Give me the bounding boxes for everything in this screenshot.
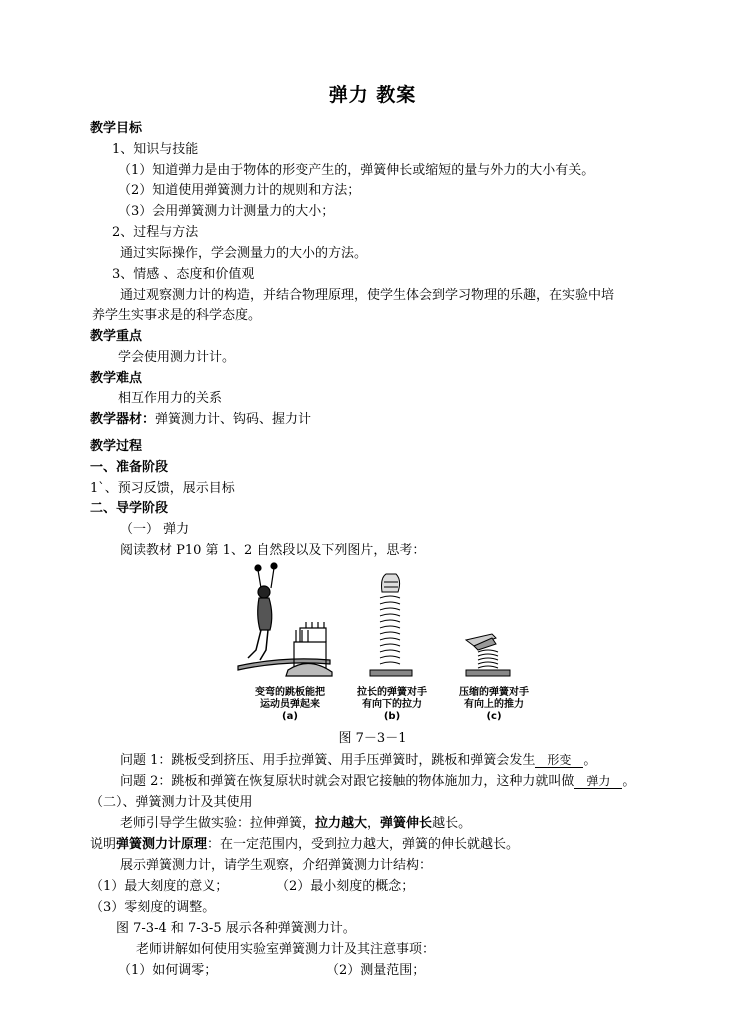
key-point-heading: 教学重点 bbox=[90, 329, 143, 344]
part-1-title: （一） 弹力 bbox=[120, 522, 190, 537]
compressed-spring-drawing bbox=[466, 634, 510, 676]
question-1-end: 。 bbox=[583, 753, 597, 768]
question-2-end: 。 bbox=[622, 774, 636, 789]
stage-1-item: 1`、预习反馈，展示目标 bbox=[90, 481, 235, 496]
caption-b-line-1: 拉长的弹簧对手 bbox=[357, 687, 427, 698]
objective-section-2-title: 2、过程与方法 bbox=[112, 225, 199, 240]
caption-a-line-1: 变弯的跳板能把 bbox=[255, 687, 325, 698]
question-2-answer: 弹力 bbox=[574, 774, 622, 789]
caption-a-label: (a) bbox=[282, 711, 298, 722]
equipment-text: 弹簧测力计、钩码、握力计 bbox=[155, 412, 312, 427]
question-1 bbox=[120, 752, 596, 770]
principle-prefix: 说明 bbox=[90, 837, 117, 852]
principle-text: ：在一定范围内，受到拉力越大，弹簧的伸长就越长。 bbox=[207, 837, 520, 852]
equipment-line bbox=[90, 411, 311, 429]
experiment-text: 老师引导学生做实验：拉伸弹簧， bbox=[120, 816, 316, 831]
key-point-text: 学会使用测力计计。 bbox=[118, 350, 236, 365]
equipment-heading: 教学器材： bbox=[90, 412, 156, 427]
experiment-comma: ， bbox=[367, 816, 381, 831]
explain-line: 老师讲解如何使用实验室弹簧测力计及其注意事项： bbox=[136, 942, 436, 957]
objective-section-1-title: 1、知识与技能 bbox=[112, 142, 199, 157]
figure-caption-b bbox=[344, 687, 440, 723]
caption-c-line-2: 有向上的推力 bbox=[464, 699, 524, 710]
difficulty-heading: 教学难点 bbox=[90, 371, 143, 386]
structure-item-2: （2）最小刻度的概念； bbox=[276, 879, 415, 894]
caption-b-line-2: 有向下的拉力 bbox=[362, 699, 422, 710]
objective-section-3-title: 3、情感 、态度和价值观 bbox=[112, 267, 255, 282]
objective-item-3: （3）会用弹簧测力计测量力的大小； bbox=[118, 204, 335, 219]
question-2-text: 问题 2：跳板和弹簧在恢复原状时就会对跟它接触的物体施加力，这种力就叫做 bbox=[120, 774, 575, 789]
figure-caption-a bbox=[242, 687, 338, 723]
caption-c-line-1: 压缩的弹簧对手 bbox=[459, 687, 529, 698]
experiment-line bbox=[120, 815, 471, 833]
difficulty-text: 相互作用力的关系 bbox=[118, 391, 223, 406]
objectives-heading: 教学目标 bbox=[90, 121, 143, 136]
experiment-bold-1: 拉力越大 bbox=[315, 816, 368, 831]
structure-item-3: （3）零刻度的调整。 bbox=[90, 900, 216, 915]
note-item-1: （1）如何调零； bbox=[118, 963, 218, 978]
experiment-end: 越长。 bbox=[432, 816, 472, 831]
stage-1-heading: 一、准备阶段 bbox=[90, 460, 169, 475]
figure-label: 图 7－3－1 bbox=[338, 731, 407, 746]
read-instruction: 阅读教材 P10 第 1、2 自然段以及下列图片，思考： bbox=[120, 543, 426, 558]
figure-caption-c bbox=[446, 687, 542, 723]
figure-7-3-1 bbox=[234, 560, 544, 730]
stage-2-heading: 二、导学阶段 bbox=[90, 501, 169, 516]
note-item-2: （2）测量范围； bbox=[326, 963, 426, 978]
objective-section-2-text: 通过实际操作，学会测量力的大小的方法。 bbox=[120, 246, 368, 261]
caption-c-label: (c) bbox=[486, 711, 502, 722]
objective-section-3-text-1: 通过观察测力计的构造，并结合物理原理，使学生体会到学习物理的乐趣，在实验中培 bbox=[120, 288, 615, 303]
structure-item-1: （1）最大刻度的意义； bbox=[90, 879, 229, 894]
caption-a-line-2: 运动员弹起来 bbox=[260, 699, 320, 710]
part-2-title: （二）、弹簧测力计及其使用 bbox=[90, 795, 253, 810]
page-title: 弹力 教案 bbox=[328, 84, 417, 106]
show-line: 展示弹簧测力计，请学生观察，介绍弹簧测力计结构： bbox=[120, 858, 433, 873]
objective-item-2: （2）知道使用弹簧测力计的规则和方法； bbox=[118, 183, 361, 198]
diver-springboard-drawing bbox=[238, 563, 332, 676]
question-1-answer: 形变 bbox=[535, 753, 583, 768]
experiment-bold-2: 弹簧伸长 bbox=[380, 816, 433, 831]
question-1-text: 问题 1：跳板受到挤压、用手拉弹簧、用手压弹簧时，跳板和弹簧会发生 bbox=[120, 753, 536, 768]
caption-b-label: (b) bbox=[383, 711, 401, 722]
stretched-spring-drawing bbox=[370, 574, 412, 676]
objective-item-1: （1）知道弹力是由于物体的形变产生的，弹簧伸长或缩短的量与外力的大小有关。 bbox=[118, 163, 595, 178]
principle-bold: 弹簧测力计原理 bbox=[116, 837, 208, 852]
question-2 bbox=[120, 773, 635, 791]
figure-reference-line: 图 7-3-4 和 7-3-5 展示各种弹簧测力计。 bbox=[116, 921, 356, 936]
process-heading: 教学过程 bbox=[90, 439, 143, 454]
principle-line bbox=[90, 836, 519, 854]
objective-section-3-text-2: 养学生实事求是的科学态度。 bbox=[92, 308, 262, 323]
